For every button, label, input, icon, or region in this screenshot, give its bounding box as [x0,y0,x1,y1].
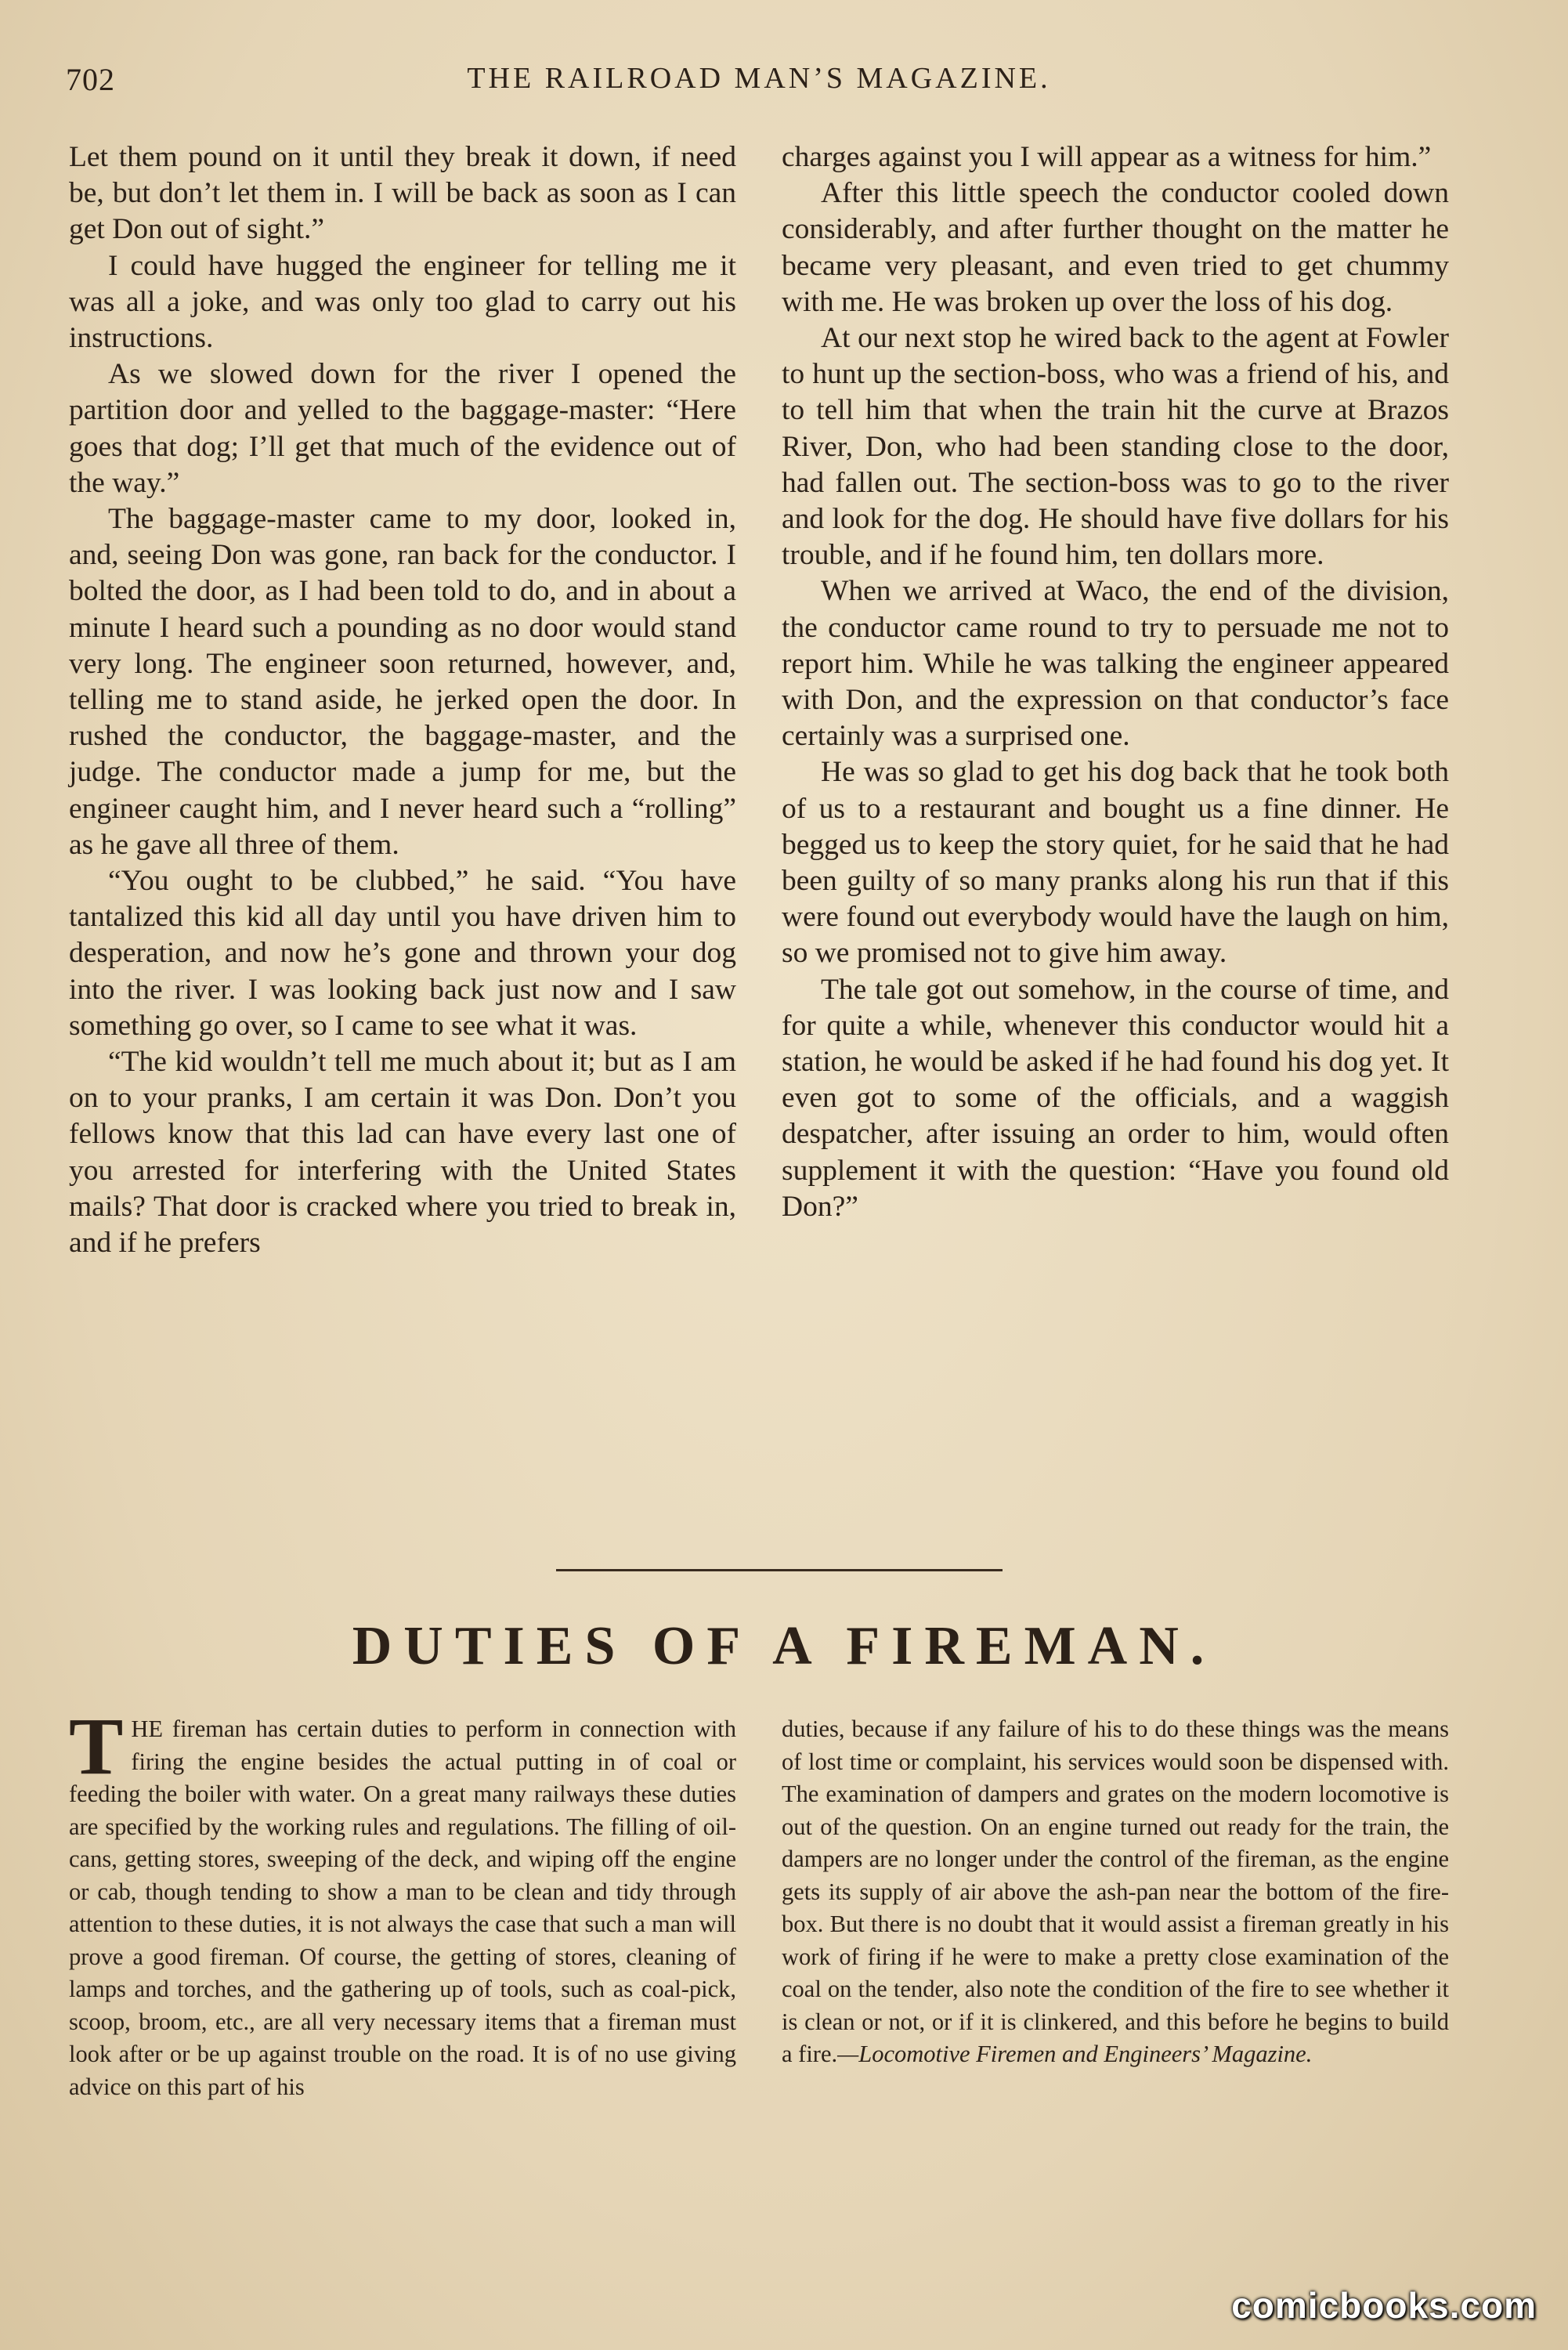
story-column-left [69,139,736,1261]
story-paragraph: He was so glad to get his dog back that he took both of us to a restaurant and bought us a fine dinner. He begged us to keep the story quiet, for he said that he had been guilty of so many pranks along his run that if this were found out everybody would have the laugh on him, so we promised not to give him away. [782,756,1449,970]
story-paragraph: As we slowed down for the river I opened the partition door and yelled to the baggage-master: “Here goes that dog; I’ll get that much of the evidence out of the way.” [69,358,736,499]
section-divider [556,1569,1003,1571]
story-paragraph: “You ought to be clubbed,” he said. “You have tantalized this kid all day until you have driven him to desperation, and now he’s gone and thrown your dog into the river. I was looking back just now and I saw something go over, so I came to see what it was. [69,865,736,1042]
article-title: DUTIES OF A FIREMAN. [352,1616,1216,1676]
story-paragraph: The tale got out somehow, in the course of time, and for quite a while, whenever this conductor would hit a station, he would be asked if he had found his dog yet. It even got to some of the officials, and a waggish despatcher, after issuing an order to him, would often supplement it with the question: “Have you found old Don?” [782,973,1449,1223]
story-paragraph: After this little speech the conductor cooled down considerably, and after further thought on the matter he became very pleasant, and even tried to get chummy with me. He was broken up over the loss of his dog. [782,177,1449,318]
story-paragraph: “The kid wouldn’t tell me much about it; but as I am on to your pranks, I am certain it was Don. Don’t you fellows know that this lad can have every last one of you arrested for interfering with the United States mails? That door is cracked where you tried to break in, and if he prefers [69,1046,736,1260]
site-watermark: comicbooks.com [1231,2285,1537,2326]
article-text: duties, because if any failure of his to do these things was the means of lost time or complaint, his services would soon be dispensed with. The examination of dampers and grates on the modern locomotive is out of the question. On an engine turned out ready for the train, the dampers are no longer under the control of the fireman, as the engine gets its supply of air above the ash-pan near the bottom of the fire-box. But there is no doubt that it would assist a fireman greatly in his work of firing if he were to make a pretty close examination of the coal on the tender, also note the condition of the fire to see whether it is clean or not, or if it is clinkered, and this before he begins to build a fire. [782,1716,1449,2067]
story-paragraph: Let them pound on it until they break it down, if need be, but don’t let them in. I will be back as soon as I can get Don out of sight.” [69,141,736,246]
story-paragraph: The baggage-master came to my door, looked in, and, seeing Don was gone, ran back for the conductor. I bolted the door, as I had been told to do, and in about a minute I heard such a pounding as no door would stand very long. The engineer soon returned, however, and, telling me to stand aside, he jerked open the door. In rushed the conductor, the baggage-master, and the judge. The conductor made a jump for me, but the engineer caught him, and I never heard such a “rolling” as he gave all three of them. [69,503,736,861]
article-paragraph [69,1701,736,2103]
story-paragraph: charges against you I will appear as a witness for him.” [782,141,1432,173]
page-number: 702 [66,62,115,97]
story-paragraph: At our next stop he wired back to the agent at Fowler to hunt up the section-boss, who was a friend of his, and to tell him that when the train hit the curve at Brazos River, Don, who had been standing close to the door, had fallen out. The section-boss was to go to the river and look for the dog. He should have five dollars for his trouble, and if he found him, ten dollars more. [782,322,1449,572]
article-paragraph [782,1713,1449,2071]
drop-cap: T [69,1701,124,1791]
article-column-left [69,1701,736,2103]
magazine-title: THE RAILROAD MAN’S MAGAZINE. [467,62,1051,95]
story-column-right [782,139,1449,1225]
article-source: —Locomotive Firemen and Engineers’ Magazine. [837,2041,1313,2067]
article-column-right [782,1713,1449,2071]
article-text: HE fireman has certain duties to perform in connection with firing the engine besides the actual putting in of coal or feeding the boiler with water. On a great many railways these duties are specified by the working rules and regulations. The filling of oil-cans, getting stores, sweeping of the deck, and wiping off the engine or cab, though tending to show a man to be clean and tidy through attention to these duties, it is not always the case that such a man will prove a good fireman. Of course, the getting of stores, cleaning of lamps and torches, and the gathering up of tools, such as coal-pick, scoop, broom, etc., are all very necessary items that a fireman must look after or be up against trouble on the road. It is of no use giving advice on this part of his [69,1716,736,2100]
story-paragraph: I could have hugged the engineer for telling me it was all a joke, and was only too glad to carry out his instructions. [69,249,736,355]
story-paragraph: When we arrived at Waco, the end of the division, the conductor came round to try to persuade me not to report him. While he was talking the engineer appeared with Don, and the expression on that conductor’s face certainly was a surprised one. [782,575,1449,753]
page-header [66,61,1452,108]
